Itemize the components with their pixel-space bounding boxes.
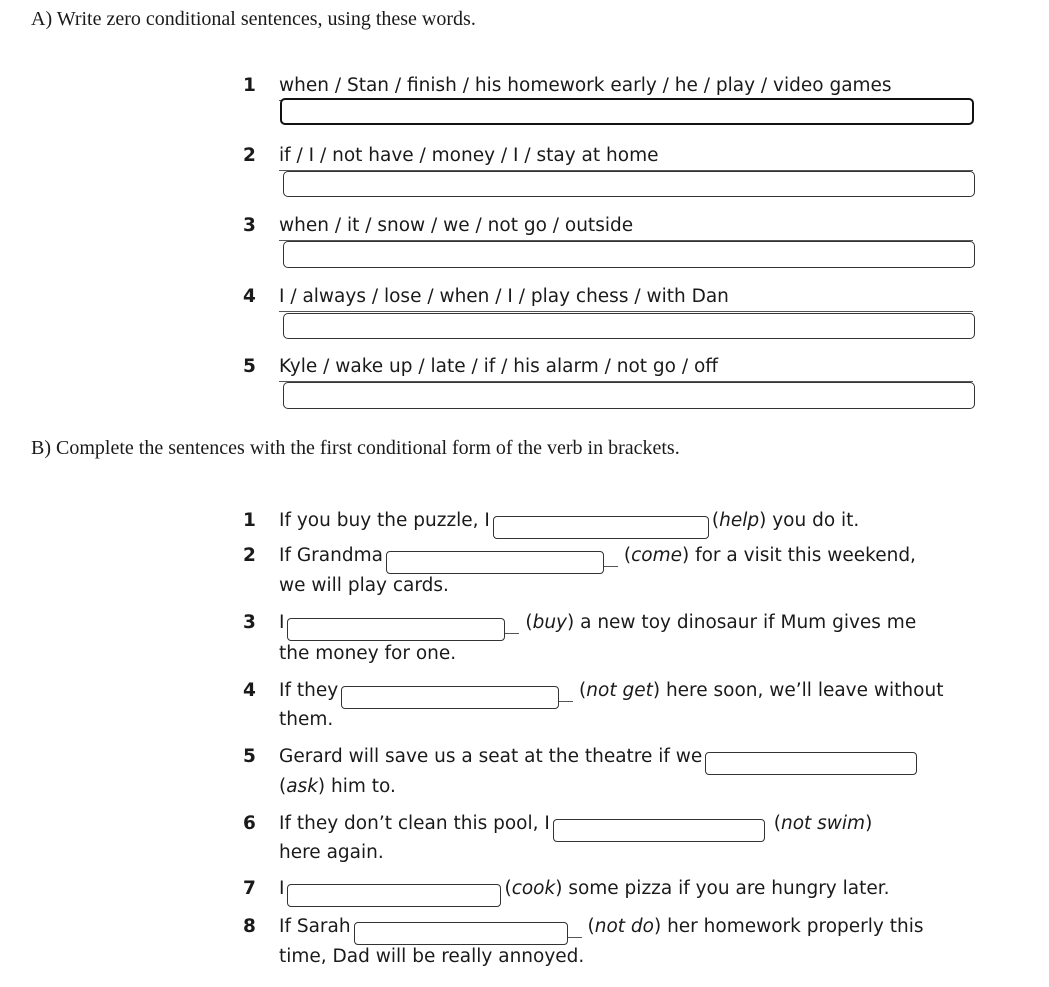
item-number: 3 bbox=[243, 612, 256, 633]
answer-input-a1[interactable] bbox=[280, 98, 974, 125]
sentence-continuation: time, Dad will be really annoyed. bbox=[279, 946, 585, 967]
item-number: 1 bbox=[243, 75, 256, 96]
sentence-after: him to. bbox=[325, 776, 396, 797]
sentence-after: you do it. bbox=[766, 510, 860, 531]
answer-input-a3[interactable] bbox=[283, 241, 975, 268]
answer-input-a2[interactable] bbox=[283, 171, 975, 197]
item-number: 4 bbox=[243, 680, 256, 701]
sentence-after: her homework properly this bbox=[661, 916, 924, 937]
section-a-heading: A) Write zero conditional sentences, using these words. bbox=[31, 8, 476, 30]
sentence-continuation: the money for one. bbox=[279, 643, 457, 664]
verb-hint: not get bbox=[586, 680, 653, 701]
verb-hint: not do bbox=[594, 916, 654, 937]
item-number: 8 bbox=[243, 916, 256, 937]
verb-hint: come bbox=[631, 545, 682, 566]
answer-input-b6[interactable] bbox=[553, 819, 765, 842]
sentence-before: If they bbox=[279, 680, 339, 701]
answer-input-b8[interactable] bbox=[354, 922, 568, 945]
item-number: 4 bbox=[243, 286, 256, 307]
verb-hint: cook bbox=[511, 878, 556, 899]
sentence-continuation: we will play cards. bbox=[279, 575, 449, 596]
sentence-after: some pizza if you are hungry later. bbox=[562, 878, 890, 899]
answer-input-b7[interactable] bbox=[287, 884, 501, 907]
item-number: 6 bbox=[243, 813, 256, 834]
answer-input-b5[interactable] bbox=[705, 752, 917, 775]
item-prompt: Kyle / wake up / late / if / his alarm / not go / off bbox=[279, 356, 719, 377]
verb-hint: not swim bbox=[780, 813, 866, 834]
item-prompt: when / it / snow / we / not go / outside bbox=[279, 215, 634, 236]
sentence-continuation: them. bbox=[279, 709, 334, 730]
verb-hint: buy bbox=[532, 612, 567, 633]
sentence-before: If they don’t clean this pool, I bbox=[279, 813, 550, 834]
answer-input-b1[interactable] bbox=[493, 516, 709, 539]
sentence-after: for a visit this weekend, bbox=[689, 545, 916, 566]
item-number: 2 bbox=[243, 545, 256, 566]
section-b-heading: B) Complete the sentences with the first conditional form of the verb in brackets. bbox=[31, 437, 680, 459]
sentence-before: I bbox=[279, 612, 285, 633]
item-prompt: if / I / not have / money / I / stay at home bbox=[279, 145, 659, 166]
item-prompt: I / always / lose / when / I / play chess / with Dan bbox=[279, 286, 729, 307]
item-number: 5 bbox=[243, 356, 256, 377]
item-prompt: when / Stan / finish / his homework early / he / play / video games bbox=[279, 75, 892, 96]
verb-hint: ask bbox=[286, 776, 318, 797]
answer-input-b3[interactable] bbox=[287, 618, 505, 641]
item-number: 7 bbox=[243, 878, 256, 899]
item-number: 3 bbox=[243, 215, 256, 236]
sentence-before: If you buy the puzzle, I bbox=[279, 510, 490, 531]
item-number: 2 bbox=[243, 145, 256, 166]
sentence-before: I bbox=[279, 878, 285, 899]
item-number: 5 bbox=[243, 746, 256, 767]
item-number: 1 bbox=[243, 510, 256, 531]
sentence-after: a new toy dinosaur if Mum gives me bbox=[574, 612, 917, 633]
sentence-before: If Grandma bbox=[279, 545, 383, 566]
sentence-before: Gerard will save us a seat at the theatre if we bbox=[279, 746, 703, 767]
answer-input-b2[interactable] bbox=[386, 551, 604, 574]
sentence-continuation: here again. bbox=[279, 842, 384, 863]
answer-input-b4[interactable] bbox=[341, 686, 559, 709]
answer-input-a4[interactable] bbox=[283, 313, 975, 339]
sentence-after: here soon, we’ll leave without bbox=[660, 680, 944, 701]
answer-input-a5[interactable] bbox=[283, 382, 975, 409]
sentence-before: If Sarah bbox=[279, 916, 351, 937]
verb-hint: help bbox=[719, 510, 760, 531]
